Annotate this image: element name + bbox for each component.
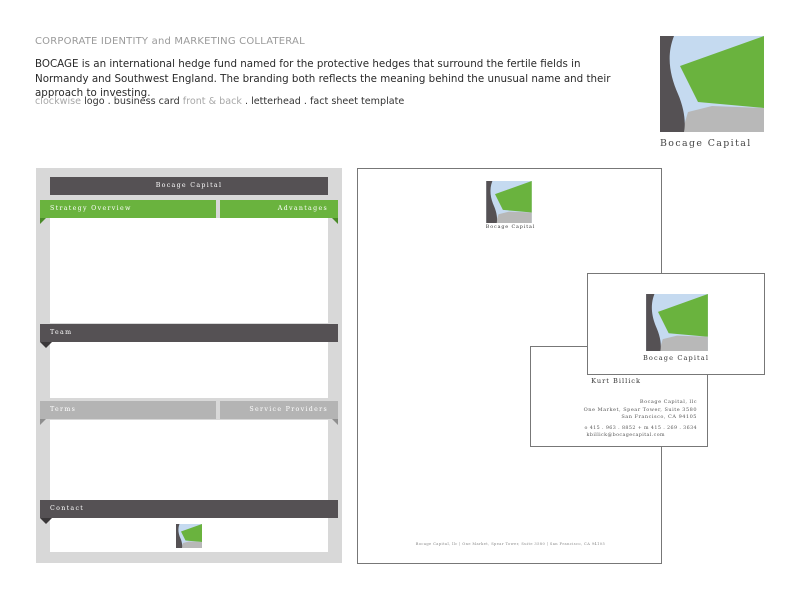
team-header: Team bbox=[40, 324, 338, 342]
fact-sheet-template bbox=[36, 168, 342, 563]
service-providers-header: Service Providers bbox=[220, 401, 338, 419]
caption-line bbox=[35, 96, 404, 107]
caption-clockwise: clockwise bbox=[35, 96, 82, 107]
letterhead-footer: Bocage Capital, llc | One Market, Spear Tower, Suite 3580 | San Francisco, CA 94105 bbox=[415, 542, 606, 546]
caption-separator: . bbox=[300, 96, 310, 107]
caption-letterhead: letterhead bbox=[251, 96, 301, 107]
advantages-header: Advantages bbox=[220, 200, 338, 218]
card-phone-numbers: o 415 . 963 . 8852 + m 415 . 269 . 3634 bbox=[584, 426, 697, 431]
card-company: Bocage Capital, llc bbox=[639, 399, 697, 405]
terms-header: Terms bbox=[40, 401, 216, 419]
bocage-logo-mark bbox=[660, 36, 764, 132]
letterhead-wordmark: Bocage Capital bbox=[485, 225, 536, 230]
strategy-content-area bbox=[50, 218, 328, 323]
caption-front-back: front & back bbox=[182, 96, 242, 107]
terms-content-area bbox=[50, 420, 328, 508]
caption-separator: . bbox=[241, 96, 252, 107]
strategy-overview-header: Strategy Overview bbox=[40, 200, 216, 218]
project-description: BOCAGE is an international hedge fund named for the protective hedges that surround the fertile fields in Normandy and Southwest England. The branding both reflects the meaning behind the unusual name and their approach to investing. bbox=[35, 58, 611, 99]
contact-header: Contact bbox=[40, 500, 338, 518]
caption-fact-sheet: fact sheet template bbox=[309, 96, 405, 107]
team-content-area bbox=[50, 342, 328, 398]
card-email: kbillick@bocagecapital.com bbox=[586, 433, 665, 438]
logo-wordmark: Bocage Capital bbox=[660, 138, 752, 149]
card-address-line-2: San Francisco, CA 94105 bbox=[621, 414, 697, 420]
card-front-logo-icon bbox=[646, 294, 708, 351]
caption-business-card: business card bbox=[113, 96, 180, 107]
fact-sheet-logo-icon bbox=[176, 524, 202, 548]
card-address-line-1: One Market, Spear Tower, Suite 3580 bbox=[583, 407, 697, 413]
caption-logo: logo bbox=[84, 96, 105, 107]
letterhead-logo-icon bbox=[486, 181, 532, 223]
fact-sheet-title-bar: Bocage Capital bbox=[50, 177, 328, 195]
business-card-front bbox=[587, 273, 765, 375]
card-person-name: Kurt Billick bbox=[591, 377, 641, 385]
page-heading: CORPORATE IDENTITY and MARKETING COLLATERAL bbox=[35, 36, 305, 47]
caption-separator: . bbox=[104, 96, 114, 107]
card-front-wordmark: Bocage Capital bbox=[642, 354, 710, 362]
